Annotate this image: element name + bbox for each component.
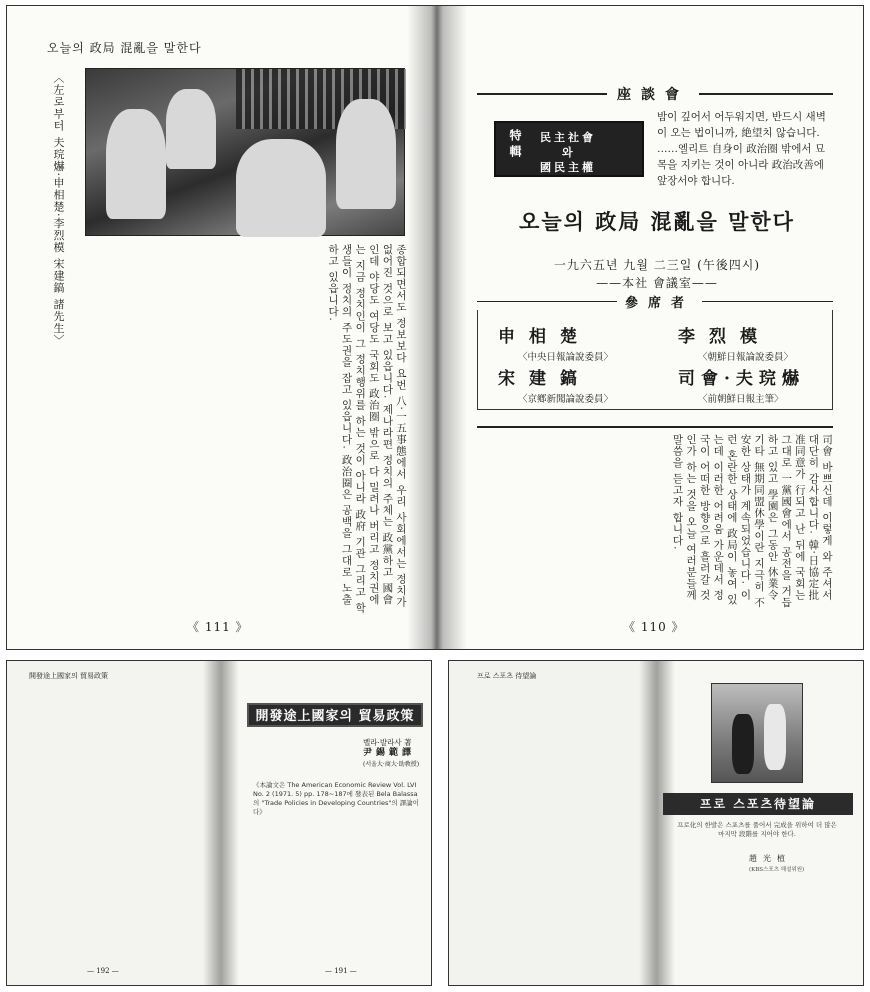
section-label: 座談會 [607, 84, 699, 104]
intro-text: 밤이 깊어서 어두워지면, 반드시 새벽이 오는 법이니까, 絶望치 않습니다. ……엘리트 自身이 政治圈 밖에서 묘목을 지키는 것이 아니라 政治改善에 앞장서야 합니다. [657, 111, 826, 187]
spread-3 [448, 660, 864, 986]
meeting-date: 一九六五년 九월 二三일 (午後四시) [553, 258, 761, 272]
right-body-text: 司會 바쁘신데 이렇게 와 주셔서 대단히 감사합니다. 韓·日協定批准同意가 行되고 난 뒤에 국회는 그대로 一黨國會에서 공전을 거듭하고 있고 學園은 그동안 休業令 기타 無期同盟休學이란 지극히 不安한 상태가 계속되었습니다. 이런 혼란한 상태에 政局이 놓여 있는데 이러한 어려움 가운데서 정국이 어떠한 방향으로 흘러갈 것인가 하는 것을 오늘 여러분들께 말씀을 듣고자 합니다. [477, 426, 833, 611]
attendee-name: 司會·夫琓爀 [678, 369, 805, 389]
page-192 [7, 661, 219, 985]
section-rule [477, 84, 833, 102]
attendee [678, 322, 848, 363]
author-block [363, 737, 419, 770]
folio-right: 《 110 》 [623, 620, 685, 634]
attendee-name: 李烈模 [678, 327, 771, 347]
spread-1 [6, 5, 864, 650]
left-body-text: 종합되면서도 정보보다 요번 八·一五事態에서 우리 사회에서는 정치가 없어진 것으로 보고 있읍니다. 제나라편 정치의 주체는 政黨하고 國會인데 야당도 여당도 국회도 政治圈 밖으로 다 밀려나 버리고 정치권에는 지금 정치인이 그 정치행위를 하는 것이 아니라 政府 기관 그리고 학생들이 정치의 주도권을 잡고 있읍니다. 政治圈은 공백을 그대로 노출하고 있읍니다. [327, 244, 407, 614]
badge-line: 國民主權 [540, 161, 596, 174]
badge-tag: 特輯 [508, 129, 522, 161]
intro-text: 프로化의 한발은 스포츠를 풀어서 完成을 위하여 더 많은 마지막 段階를 지어야 한다. [677, 821, 837, 838]
author-line: 尹錫範譯 [363, 748, 416, 758]
source-note: 《本論文은 The American Economic Review Vol. LVI No. 2 (1971. 5) pp. 178~187에 發表된 Bela Balassa의 "Trade Policies in Developing Countries"의 譯論이다》 [253, 781, 419, 816]
feature-badge [494, 121, 644, 177]
folio-left: — 192 — [87, 967, 119, 975]
attendee [678, 364, 848, 405]
running-head: 오늘의 政局 混亂을 말한다 [47, 41, 202, 55]
attendee-affiliation: 〈前朝鮮日報主筆〉 [698, 394, 784, 405]
gutter [407, 6, 467, 649]
spread-2 [6, 660, 432, 986]
attendees-rule [477, 292, 833, 310]
attendee-name: 宋建鎬 [498, 369, 591, 389]
attendee [498, 322, 668, 363]
attendee-affiliation: 〈京鄕新聞論說委員〉 [518, 394, 614, 405]
article-title: 프로 스포츠待望論 [663, 793, 853, 815]
article-title: 오늘의 政局 混亂을 말한다 [519, 209, 795, 234]
football-photo [711, 683, 803, 783]
attendees-box [477, 310, 833, 410]
author-note: (KBS스포츠 해설위원) [749, 867, 805, 873]
article-title: 開發途上國家의 貿易政策 [247, 703, 423, 727]
running-head: 開發途上國家의 貿易政策 [29, 672, 108, 680]
running-head: 프로 스포츠 待望論 [477, 672, 537, 680]
discussion-photo [85, 68, 405, 236]
attendee [498, 364, 668, 405]
photo-caption: 〈左로부터 夫琓爀·申相楚·李烈模 宋建鎬 諸先生〉 [52, 72, 65, 347]
folio-right: — 191 — [325, 967, 357, 975]
author-line: 벨라·발라사 著 [363, 738, 412, 747]
page-111 [7, 6, 435, 649]
author-name: 趙光植 [749, 854, 791, 863]
attendee-affiliation: 〈朝鮮日報論說委員〉 [698, 352, 794, 363]
attendee-name: 申相楚 [498, 327, 591, 347]
author-note: (서울大·商大·助敎授) [363, 761, 420, 768]
gutter [203, 661, 239, 985]
attendee-affiliation: 〈中央日報論說委員〉 [518, 352, 614, 363]
folio-left: 《 111 》 [187, 620, 249, 634]
gutter [639, 661, 675, 985]
badge-line: 民主社會 [540, 131, 596, 144]
attendees-label: 參席者 [617, 292, 702, 311]
badge-line: 와 [562, 146, 576, 159]
left-page [449, 661, 655, 985]
meeting-place: ——本社 會議室—— [596, 276, 718, 290]
